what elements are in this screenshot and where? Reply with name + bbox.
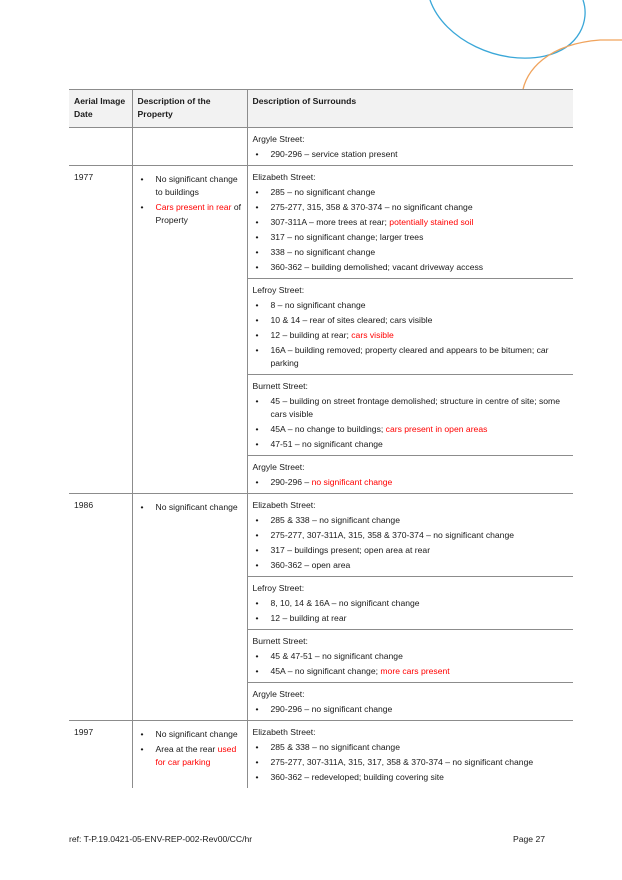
aerial-date-cell: 1977 <box>69 166 132 494</box>
list-item <box>253 216 570 229</box>
highlighted-text: cars present in open areas <box>385 424 488 434</box>
list-item <box>253 148 570 161</box>
aerial-date-cell: 1986 <box>69 494 132 721</box>
street-title: Elizabeth Street: <box>252 727 316 737</box>
list-item <box>253 771 570 784</box>
surrounds-bullet-list <box>253 186 570 274</box>
text-segment: 10 & 14 – rear of sites cleared; cars visible <box>270 315 433 325</box>
text-segment: No significant change <box>155 729 238 739</box>
text-segment: 12 – building at rear <box>270 613 347 623</box>
property-bullet-list <box>138 501 243 514</box>
list-item <box>253 703 570 716</box>
surrounds-bullet-list <box>253 703 570 716</box>
text-segment: 275-277, 307-311A, 315, 317, 358 & 370-374 – no significant change <box>270 757 534 767</box>
text-segment: 290-296 – service station present <box>270 149 398 159</box>
list-item <box>253 476 570 489</box>
list-item <box>253 529 570 542</box>
surrounds-section-cell <box>247 279 573 375</box>
highlighted-text: cars visible <box>351 330 394 340</box>
table-row <box>69 494 573 577</box>
aerial-date-cell: 1997 <box>74 727 94 737</box>
page-number: Page 27 <box>513 834 546 844</box>
aerial-image-table <box>69 89 573 788</box>
aerial-date-cell <box>69 128 132 166</box>
surrounds-bullet-list <box>253 597 570 625</box>
street-title: Elizabeth Street: <box>252 172 316 182</box>
surrounds-bullet-list <box>253 476 570 489</box>
text-segment: of Property <box>155 202 242 225</box>
property-description-cell <box>132 166 247 494</box>
footer-reference: ref: T-P.19.0421-05-ENV-REP-002-Rev00/CC/hr <box>69 834 253 844</box>
street-title: Burnett Street: <box>252 381 308 391</box>
decorative-curves-graphic <box>0 0 622 95</box>
list-item <box>253 344 570 370</box>
surrounds-bullet-list <box>253 741 570 784</box>
text-segment: 338 – no significant change <box>270 247 376 257</box>
text-segment: 12 – building at rear; <box>270 330 352 340</box>
highlighted-text: used for car parking <box>155 744 237 767</box>
street-title: Lefroy Street: <box>252 583 305 593</box>
header-aerial-image-date: Aerial Image Date <box>69 90 132 128</box>
property-description-cell <box>132 128 247 166</box>
text-segment: 45A – no significant change; <box>270 666 381 676</box>
list-item <box>138 173 243 199</box>
header-description-property: Description of the Property <box>132 90 247 128</box>
list-item <box>253 544 570 557</box>
text-segment: 45 & 47-51 – no significant change <box>270 651 403 661</box>
blue-curve <box>430 0 585 58</box>
text-segment: 290-296 – <box>270 477 312 487</box>
table-row <box>69 166 573 279</box>
surrounds-section-cell <box>247 456 573 494</box>
text-segment: 307-311A – more trees at rear; <box>270 217 390 227</box>
text-segment: 275-277, 307-311A, 315, 358 & 370-374 – no significant change <box>270 530 515 540</box>
table-body <box>69 128 573 789</box>
text-segment: 45 – building on street frontage demolished; structure in centre of site; some cars visible <box>270 396 560 419</box>
list-item <box>253 231 570 244</box>
property-bullet-list <box>138 728 243 769</box>
text-segment: 317 – no significant change; larger trees <box>270 232 424 242</box>
orange-curve <box>522 40 622 95</box>
text-segment: 8 – no significant change <box>270 300 366 310</box>
list-item <box>253 246 570 259</box>
surrounds-section-cell <box>247 375 573 456</box>
street-title: Lefroy Street: <box>252 285 305 295</box>
text-segment: No significant change to buildings <box>155 174 238 197</box>
street-title: Elizabeth Street: <box>252 500 316 510</box>
list-item <box>138 501 243 514</box>
surrounds-section-cell <box>247 128 573 166</box>
text-segment: 360-362 – building demolished; vacant driveway access <box>270 262 484 272</box>
list-item <box>253 201 570 214</box>
text-segment: 45A – no change to buildings; <box>270 424 386 434</box>
surrounds-bullet-list <box>253 395 570 451</box>
text-segment: 285 – no significant change <box>270 187 376 197</box>
highlighted-text: potentially stained soil <box>389 217 474 227</box>
list-item <box>253 438 570 451</box>
list-item <box>253 741 570 754</box>
text-segment: No significant change <box>155 502 238 512</box>
surrounds-section-cell <box>247 683 573 721</box>
text-segment: 317 – buildings present; open area at rear <box>270 545 431 555</box>
text-segment: 290-296 – no significant change <box>270 704 393 714</box>
list-item <box>138 201 243 227</box>
list-item <box>253 650 570 663</box>
list-item <box>253 597 570 610</box>
table-row <box>69 128 573 166</box>
list-item <box>253 299 570 312</box>
surrounds-bullet-list <box>253 148 570 161</box>
list-item <box>138 743 243 769</box>
highlighted-text: Cars present in rear <box>155 202 232 212</box>
text-segment: 275-277, 315, 358 & 370-374 – no significant change <box>270 202 473 212</box>
property-bullet-list <box>138 173 243 227</box>
highlighted-text: no significant change <box>311 477 393 487</box>
list-item <box>253 559 570 572</box>
highlighted-text: more cars present <box>380 666 450 676</box>
text-segment: 360-362 – redeveloped; building covering site <box>270 772 444 782</box>
list-item <box>253 612 570 625</box>
text-segment: 285 & 338 – no significant change <box>270 515 400 525</box>
street-title: Argyle Street: <box>252 134 305 144</box>
list-item <box>253 186 570 199</box>
table-row <box>69 721 573 789</box>
list-item <box>253 329 570 342</box>
property-description-cell <box>132 494 247 721</box>
surrounds-section-cell <box>247 721 573 789</box>
surrounds-bullet-list <box>253 299 570 370</box>
text-segment: 47-51 – no significant change <box>270 439 383 449</box>
list-item <box>138 728 243 741</box>
surrounds-section-cell <box>247 630 573 683</box>
surrounds-section-cell <box>247 577 573 630</box>
list-item <box>253 314 570 327</box>
list-item <box>253 665 570 678</box>
table-header-row <box>69 90 573 128</box>
street-title: Burnett Street: <box>252 636 308 646</box>
header-description-surrounds: Description of Surrounds <box>247 90 573 128</box>
text-segment: 360-362 – open area <box>270 560 351 570</box>
surrounds-bullet-list <box>253 650 570 678</box>
street-title: Argyle Street: <box>252 462 305 472</box>
list-item <box>253 423 570 436</box>
surrounds-bullet-list <box>253 514 570 572</box>
text-segment: 16A – building removed; property cleared and appears to be bitumen; car parking <box>270 345 549 368</box>
list-item <box>253 756 570 769</box>
list-item <box>253 261 570 274</box>
property-description-cell <box>132 721 247 789</box>
text-segment: 285 & 338 – no significant change <box>270 742 400 752</box>
list-item <box>253 395 570 421</box>
text-segment: 8, 10, 14 & 16A – no significant change <box>270 598 420 608</box>
surrounds-section-cell <box>247 494 573 577</box>
text-segment: Area at the rear <box>155 744 218 754</box>
surrounds-section-cell <box>247 166 573 279</box>
street-title: Argyle Street: <box>252 689 305 699</box>
list-item <box>253 514 570 527</box>
